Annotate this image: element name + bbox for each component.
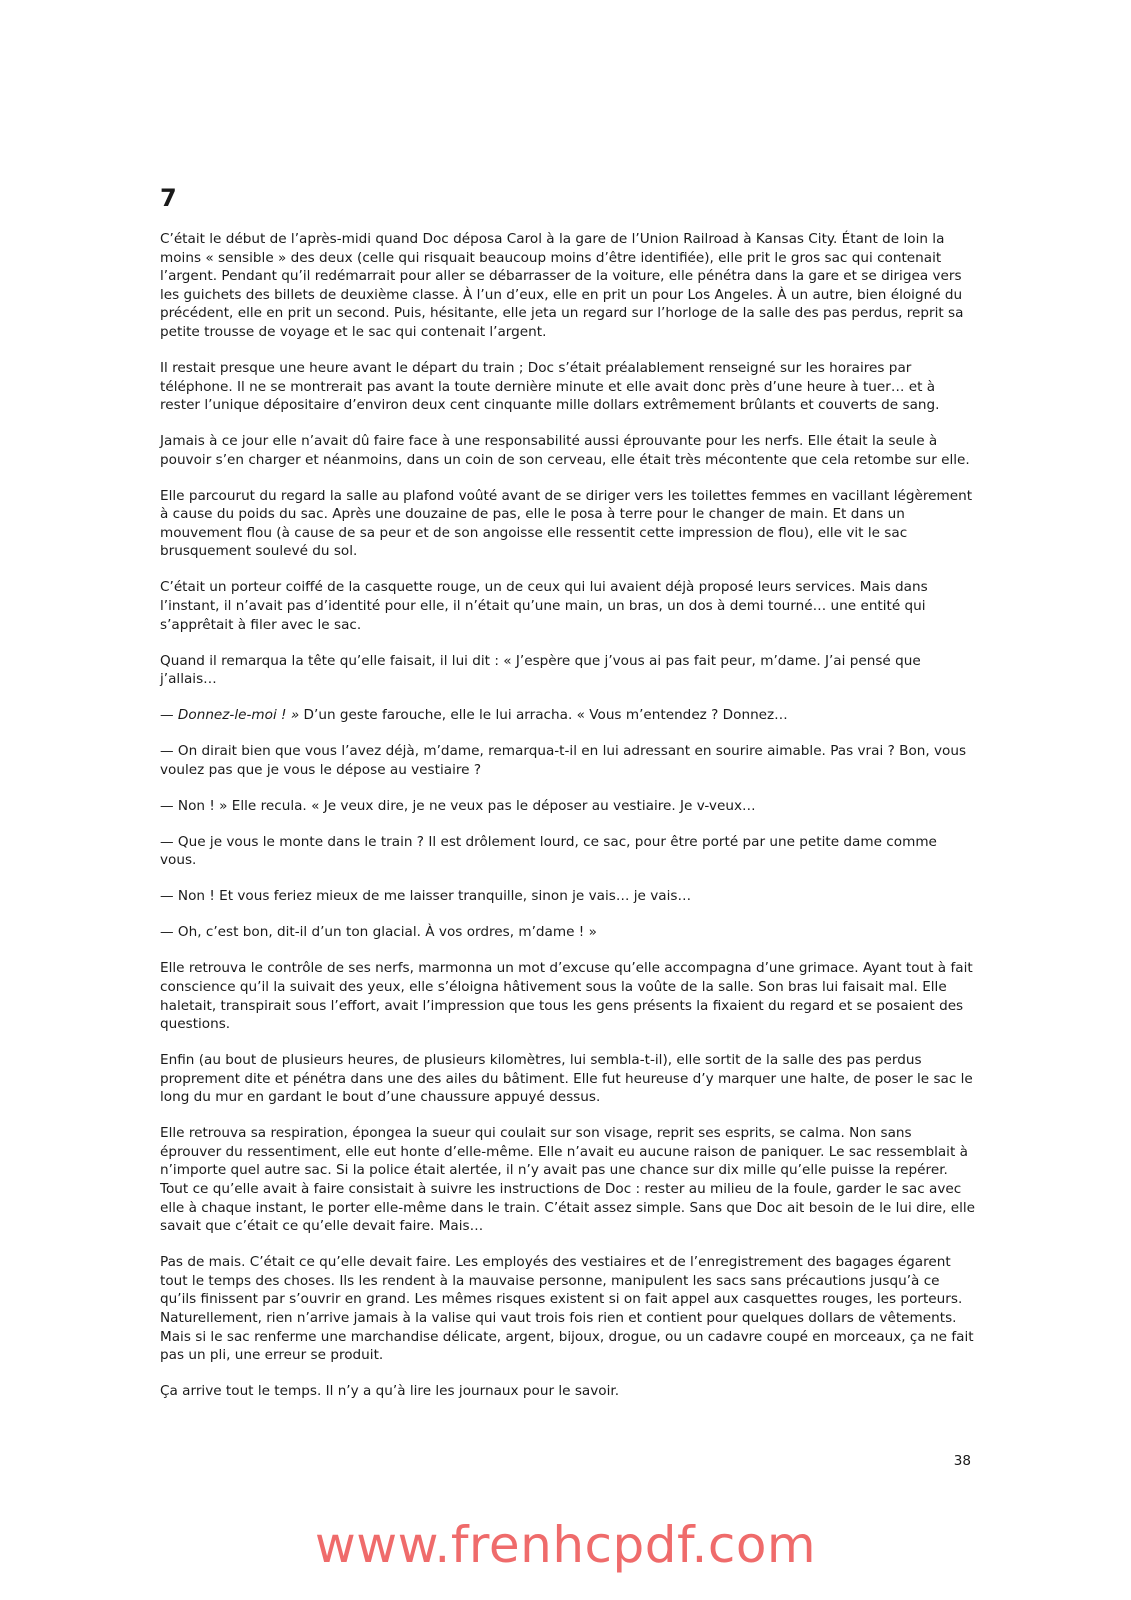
paragraph: — On dirait bien que vous l’avez déjà, m’dame, remarqua-t-il en lui adressant en sourire aimable. Pas vrai ? Bon, vous voulez pas que je vous le dépose au vestiaire ?	[160, 743, 967, 778]
paragraph: — Que je vous le monte dans le train ? Il est drôlement lourd, ce sac, pour être porté par une petite dame comme vous.	[160, 833, 937, 869]
paragraph: C’était le début de l’après-midi quand Doc déposa Carol à la gare de l’Union Railroad à Kansas City. Étant de loin la moins « sensible » des deux (celle qui risquait beaucoup moins d’être identifiée), elle prit le gros sac qui contenait l’argent. Pendant qu’il redémarrait pour aller se débarrasser de la voiture, elle pénétra dans la gare et se dirigea vers les guichets des billets de deuxième classe. À l’un d’eux, elle en prit un pour Los Angeles. À un autre, bien éloigné du précédent, elle en prit un second. Puis, hésitante, elle jeta un regard sur l’horloge de la salle des pas perdus, reprit sa petite trousse de voyage et le sac qui contenait l’argent.	[160, 231, 964, 340]
paragraph: Enfin (au bout de plusieurs heures, de plusieurs kilomètres, lui sembla-t-il), elle sortit de la salle des pas perdus proprement dite et pénétra dans une des ailes du bâtiment. Elle fut heureuse d’y marquer une halte, de poser le sac le long du mur en gardant le bout d’une chaussure appuyé dessus.	[160, 1052, 973, 1106]
dialogue-rest: D’un geste farouche, elle le lui arracha. « Vous m’entendez ? Donnez…	[299, 707, 788, 724]
paragraph: C’était un porteur coiffé de la casquette rouge, un de ceux qui lui avaient déjà proposé leurs services. Mais dans l’instant, il n’avait pas d’identité pour elle, il n’était qu’une main, un bras, un dos à demi tourné… une entité qui s’apprêtait à filer avec le sac.	[160, 579, 928, 633]
italic-phrase: Donnez-le-moi ! »	[177, 707, 300, 724]
paragraph: — Oh, c’est bon, dit-il d’un ton glacial. À vos ordres, m’dame ! »	[160, 924, 597, 941]
paragraph: Elle parcourut du regard la salle au plafond voûté avant de se diriger vers les toilettes femmes en vacillant légèrement à cause du poids du sac. Après une douzaine de pas, elle le posa à terre pour le changer de main. Et dans un mouvement flou (à cause de sa peur et de son angoisse elle ressentit cette impression de flou), elle vit le sac brusquement soulevé du sol.	[160, 487, 973, 560]
paragraph: Ça arrive tout le temps. Il n’y a qu’à lire les journaux pour le savoir.	[160, 1383, 620, 1400]
paragraph: — Non ! » Elle recula. « Je veux dire, je ne veux pas le déposer au vestiaire. Je v-veux…	[160, 797, 756, 814]
paragraph: Jamais à ce jour elle n’avait dû faire face à une responsabilité aussi éprouvante pour les nerfs. Elle était la seule à pouvoir s’en charger et néanmoins, dans un coin de son cerveau, elle était très mécontente que cela retombe sur elle.	[160, 433, 970, 468]
paragraph: — Non ! Et vous feriez mieux de me laisser tranquille, sinon je vais… je vais…	[160, 888, 692, 905]
watermark-url[interactable]: www.frenhcpdf.com	[314, 1516, 817, 1574]
paragraph: Pas de mais. C’était ce qu’elle devait faire. Les employés des vestiaires et de l’enregistrement des bagages égarent tout le temps des choses. Ils les rendent à la mauvaise personne, manipulent les sacs sans précautions jusqu’à ce qu’ils finissent par s’ouvrir en grand. Les mêmes risques existent si on fait appel aux casquettes rouges, les porteurs. Naturellement, rien n’arrive jamais à la valise qui vaut trois fois rien et contient pour quelques dollars de vêtements. Mais si le sac renferme une marchandise délicate, argent, bijoux, drogue, ou un cadavre coupé en morceaux, ça ne fait pas un pli, une erreur se produit.	[160, 1254, 974, 1364]
chapter-number: 7	[160, 184, 177, 212]
paragraph-dialogue-donnez	[160, 706, 976, 725]
chapter-body	[160, 230, 976, 1418]
paragraph: Il restait presque une heure avant le départ du train ; Doc s’était préalablement renseigné sur les horaires par téléphone. Il ne se montrerait pas avant la toute dernière minute et elle avait donc près d’une heure à tuer… et à rester l’unique dépositaire d’environ deux cent cinquante mille dollars extrêmement brûlants et couverts de sang.	[160, 359, 940, 414]
paragraph: Elle retrouva le contrôle de ses nerfs, marmonna un mot d’excuse qu’elle accompagna d’une grimace. Ayant tout à fait conscience qu’il la suivait des yeux, elle s’éloigna hâtivement sous la voûte de la salle. Son bras lui faisait mal. Elle haletait, transpirait sous l’effort, avait l’impression que tous les gens présents la fixaient du regard et se posaient des questions.	[160, 960, 973, 1033]
page-number: 38	[953, 1453, 971, 1469]
paragraph: Elle retrouva sa respiration, épongea la sueur qui coulait sur son visage, reprit ses esprits, se calma. Non sans éprouver du ressentiment, elle eut honte d’elle-même. Elle n’avait eu aucune raison de paniquer. Le sac ressemblait à n’importe quel autre sac. Si la police était alertée, il n’y avait pas une chance sur dix mille qu’elle puisse la repérer. Tout ce qu’elle avait à faire consistait à suivre les instructions de Doc : rester au milieu de la foule, garder le sac avec elle à chaque instant, le porter elle-même dans le train. C’était assez simple. Sans que Doc ait besoin de le lui dire, elle savait que c’était ce qu’elle devait faire. Mais…	[160, 1125, 976, 1235]
paragraph: Quand il remarqua la tête qu’elle faisait, il lui dit : « J’espère que j’vous ai pas fait peur, m’dame. J’ai pensé que j’allais…	[160, 652, 921, 688]
dialogue-dash: —	[160, 707, 178, 724]
